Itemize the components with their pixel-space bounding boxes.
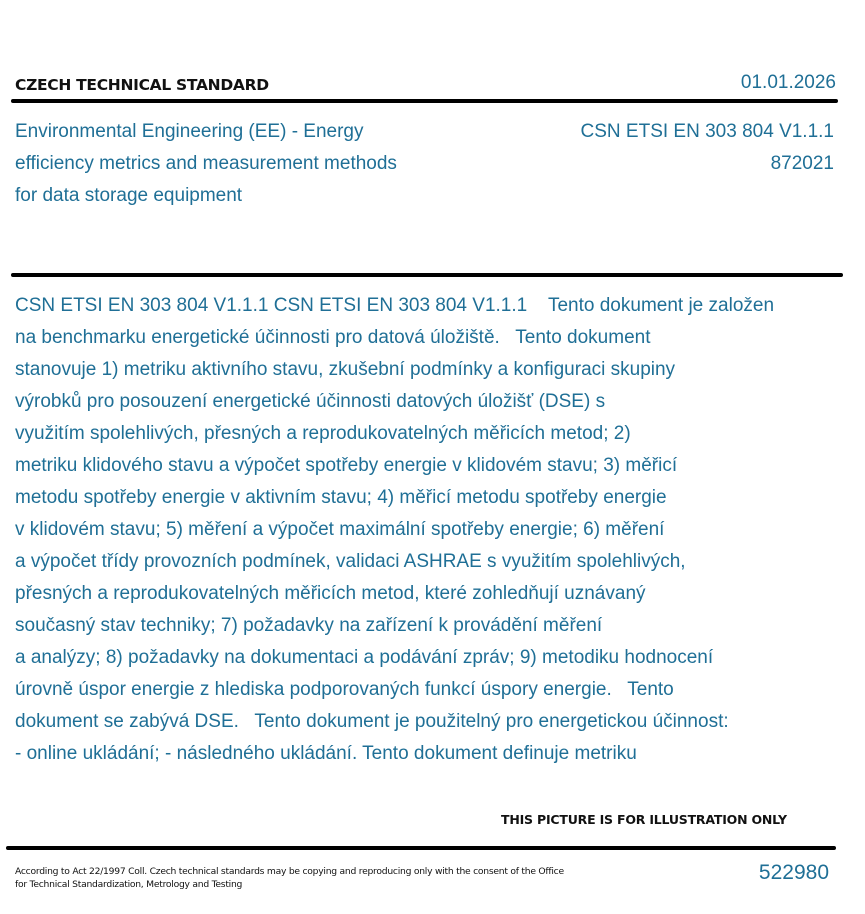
legal-line: for Technical Standardization, Metrology and Testing [15, 879, 243, 890]
illustration-notice: THIS PICTURE IS FOR ILLUSTRATION ONLY [501, 812, 787, 827]
abstract-line: - online ukládání; - následného ukládání. Tento dokument definuje metriku [15, 743, 637, 764]
abstract-line: a analýzy; 8) požadavky na dokumentaci a podávání zpráv; 9) metodiku hodnocení [15, 647, 714, 668]
abstract-line: metriku klidového stavu a výpočet spotřeby energie v klidovém stavu; 3) měřicí [15, 455, 678, 476]
product-code: 522980 [758, 861, 829, 884]
abstract-line: stanovuje 1) metriku aktivního stavu, zkušební podmínky a konfiguraci skupiny [15, 359, 676, 380]
abstract-line: přesných a reprodukovatelných měřicích metod, které zohledňují uznávaný [15, 583, 646, 604]
publication-date: 01.01.2026 [740, 72, 836, 93]
abstract-line: CSN ETSI EN 303 804 V1.1.1 CSN ETSI EN 303 804 V1.1.1 Tento dokument je založen [15, 295, 775, 316]
legal-notice [15, 865, 564, 891]
reference-block [581, 116, 834, 180]
abstract-line: v klidovém stavu; 5) měření a výpočet maximální spotřeby energie; 6) měření [15, 519, 665, 540]
abstract-line: metodu spotřeby energie v aktivním stavu; 4) měřicí metodu spotřeby energie [15, 487, 667, 508]
abstract-line: využitím spolehlivých, přesných a reprodukovatelných měřicích metod; 2) [15, 423, 631, 444]
abstract-line: dokument se zabývá DSE. Tento dokument je použitelný pro energetickou účinnost: [15, 711, 729, 732]
footer-divider [6, 846, 836, 850]
abstract-line: na benchmarku energetické účinnosti pro datová úložiště. Tento dokument [15, 327, 651, 348]
abstract-line: výrobků pro posouzení energetické účinnosti datových úložišť (DSE) s [15, 391, 606, 412]
standard-number: CSN ETSI EN 303 804 V1.1.1 [580, 121, 834, 142]
header-divider [11, 99, 838, 103]
document-title [15, 116, 485, 212]
abstract-line: úrovně úspor energie z hlediska podporovaných funkcí úspory energie. Tento [15, 679, 674, 700]
title-line: for data storage equipment [15, 185, 243, 206]
brand-heading: CZECH TECHNICAL STANDARD [15, 76, 269, 94]
abstract-line: současný stav techniky; 7) požadavky na zařízení k provádění měření [15, 615, 603, 636]
classification-code: 872021 [770, 153, 834, 174]
legal-line: According to Act 22/1997 Coll. Czech technical standards may be copying and reproducing only with the consent of the Office [15, 866, 564, 877]
abstract-line: a výpočet třídy provozních podmínek, validaci ASHRAE s využitím spolehlivých, [15, 551, 686, 572]
title-line: Environmental Engineering (EE) - Energy [15, 121, 364, 142]
section-divider [11, 273, 843, 277]
document-abstract [15, 290, 865, 770]
title-line: efficiency metrics and measurement methods [15, 153, 397, 174]
